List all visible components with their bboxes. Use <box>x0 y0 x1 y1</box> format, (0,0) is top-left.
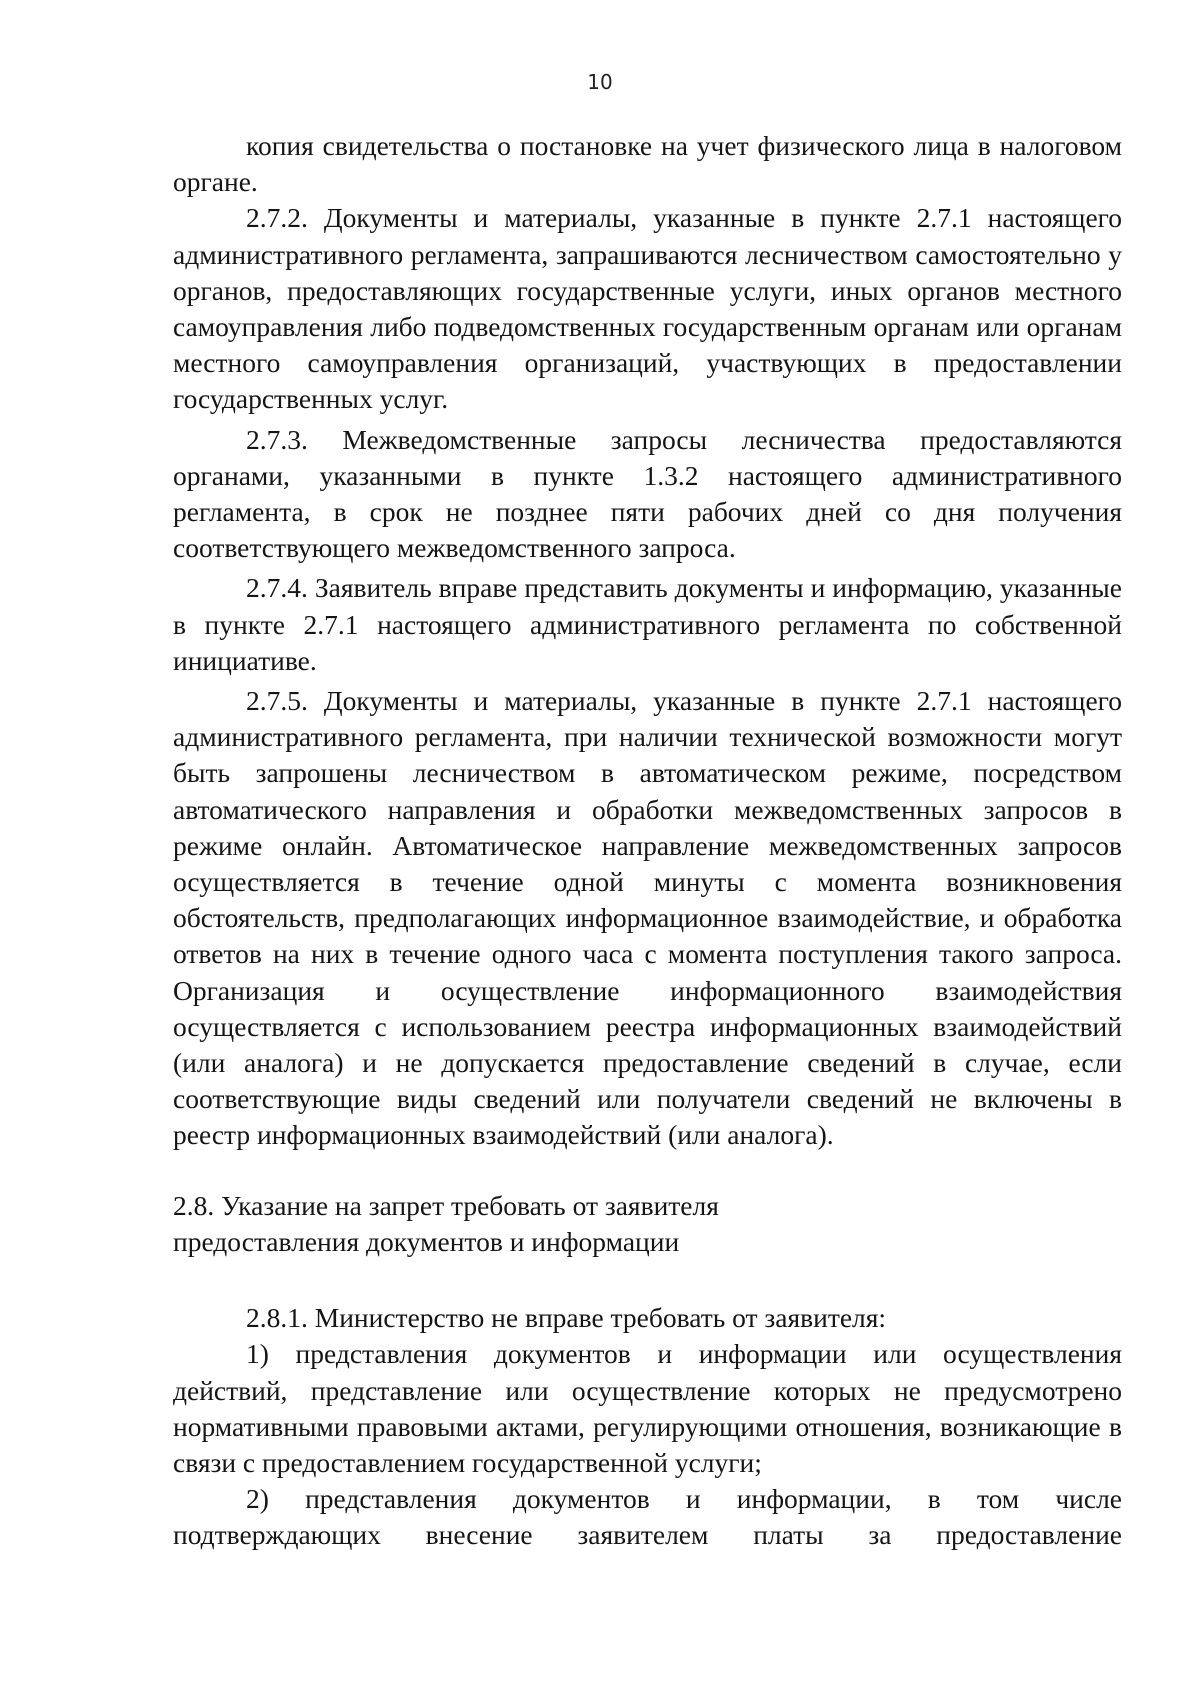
paragraph-2-7-3: 2.7.3. Межведомственные запросы лесничества предоставляются органами, указанными в пункте 1.3.2 настоящего административного регламента, в срок не позднее пяти рабочих дней со дня получения соответствующего межведомственного запроса. <box>173 423 1122 564</box>
paragraph-2-7-2: 2.7.2. Документы и материалы, указанные в пункте 2.7.1 настоящего административного регламента, запрашиваются лесничеством самостоятельно у органов, предоставляющих государственные услуги, иных органов местного самоуправления либо подведомственных государственным органам или органам местного самоуправления организаций, участвующих в предоставлении государственных услуг. <box>173 202 1122 415</box>
paragraph-tax-registration: копия свидетельства о постановке на учет физического лица в налоговом органе. <box>173 130 1122 198</box>
section-heading-2-8 <box>173 1188 1122 1260</box>
section-heading-line-2: предоставления документов и информации <box>173 1225 680 1257</box>
page-number: 10 <box>587 70 613 94</box>
document-body <box>173 128 1122 1554</box>
section-heading-line-1: 2.8. Указание на запрет требовать от заявителя <box>173 1189 719 1221</box>
list-item-2: 2) представления документов и информации, в том числе подтверждающих внесение заявителем платы за предоставление <box>173 1483 1122 1551</box>
paragraph-2-8-1: 2.8.1. Министерство не вправе требовать от заявителя: <box>246 1302 887 1334</box>
paragraph-2-7-5: 2.7.5. Документы и материалы, указанные в пункте 2.7.1 настоящего административного регламента, при наличии технической возможности могут быть запрошены лесничеством в автоматическом режиме, посредством автоматического направления и обработки межведомственных запросов в режиме онлайн. Автоматическое направление межведомственных запросов осуществляется в течение одной минуты с момента возникновения обстоятельств, предполагающих информационное взаимодействие, и обработка ответов на них в течение одного часа с момента поступления такого запроса. Организация и осуществление информационного взаимодействия осуществляется с использованием реестра информационных взаимодействий (или аналога) и не допускается предоставление сведений в случае, если соответствующие виды сведений или получатели сведений не включены в реестр информационных взаимодействий (или аналога). <box>173 685 1122 1151</box>
list-item-1: 1) представления документов и информации или осуществления действий, представление или осуществление которых не предусмотрено нормативными правовыми актами, регулирующими отношения, возникающие в связи с предоставлением государственной услуги; <box>173 1338 1122 1478</box>
paragraph-2-7-4: 2.7.4. Заявитель вправе представить документы и информацию, указанные в пункте 2.7.1 настоящего административного регламента по собственной инициативе. <box>173 572 1122 676</box>
